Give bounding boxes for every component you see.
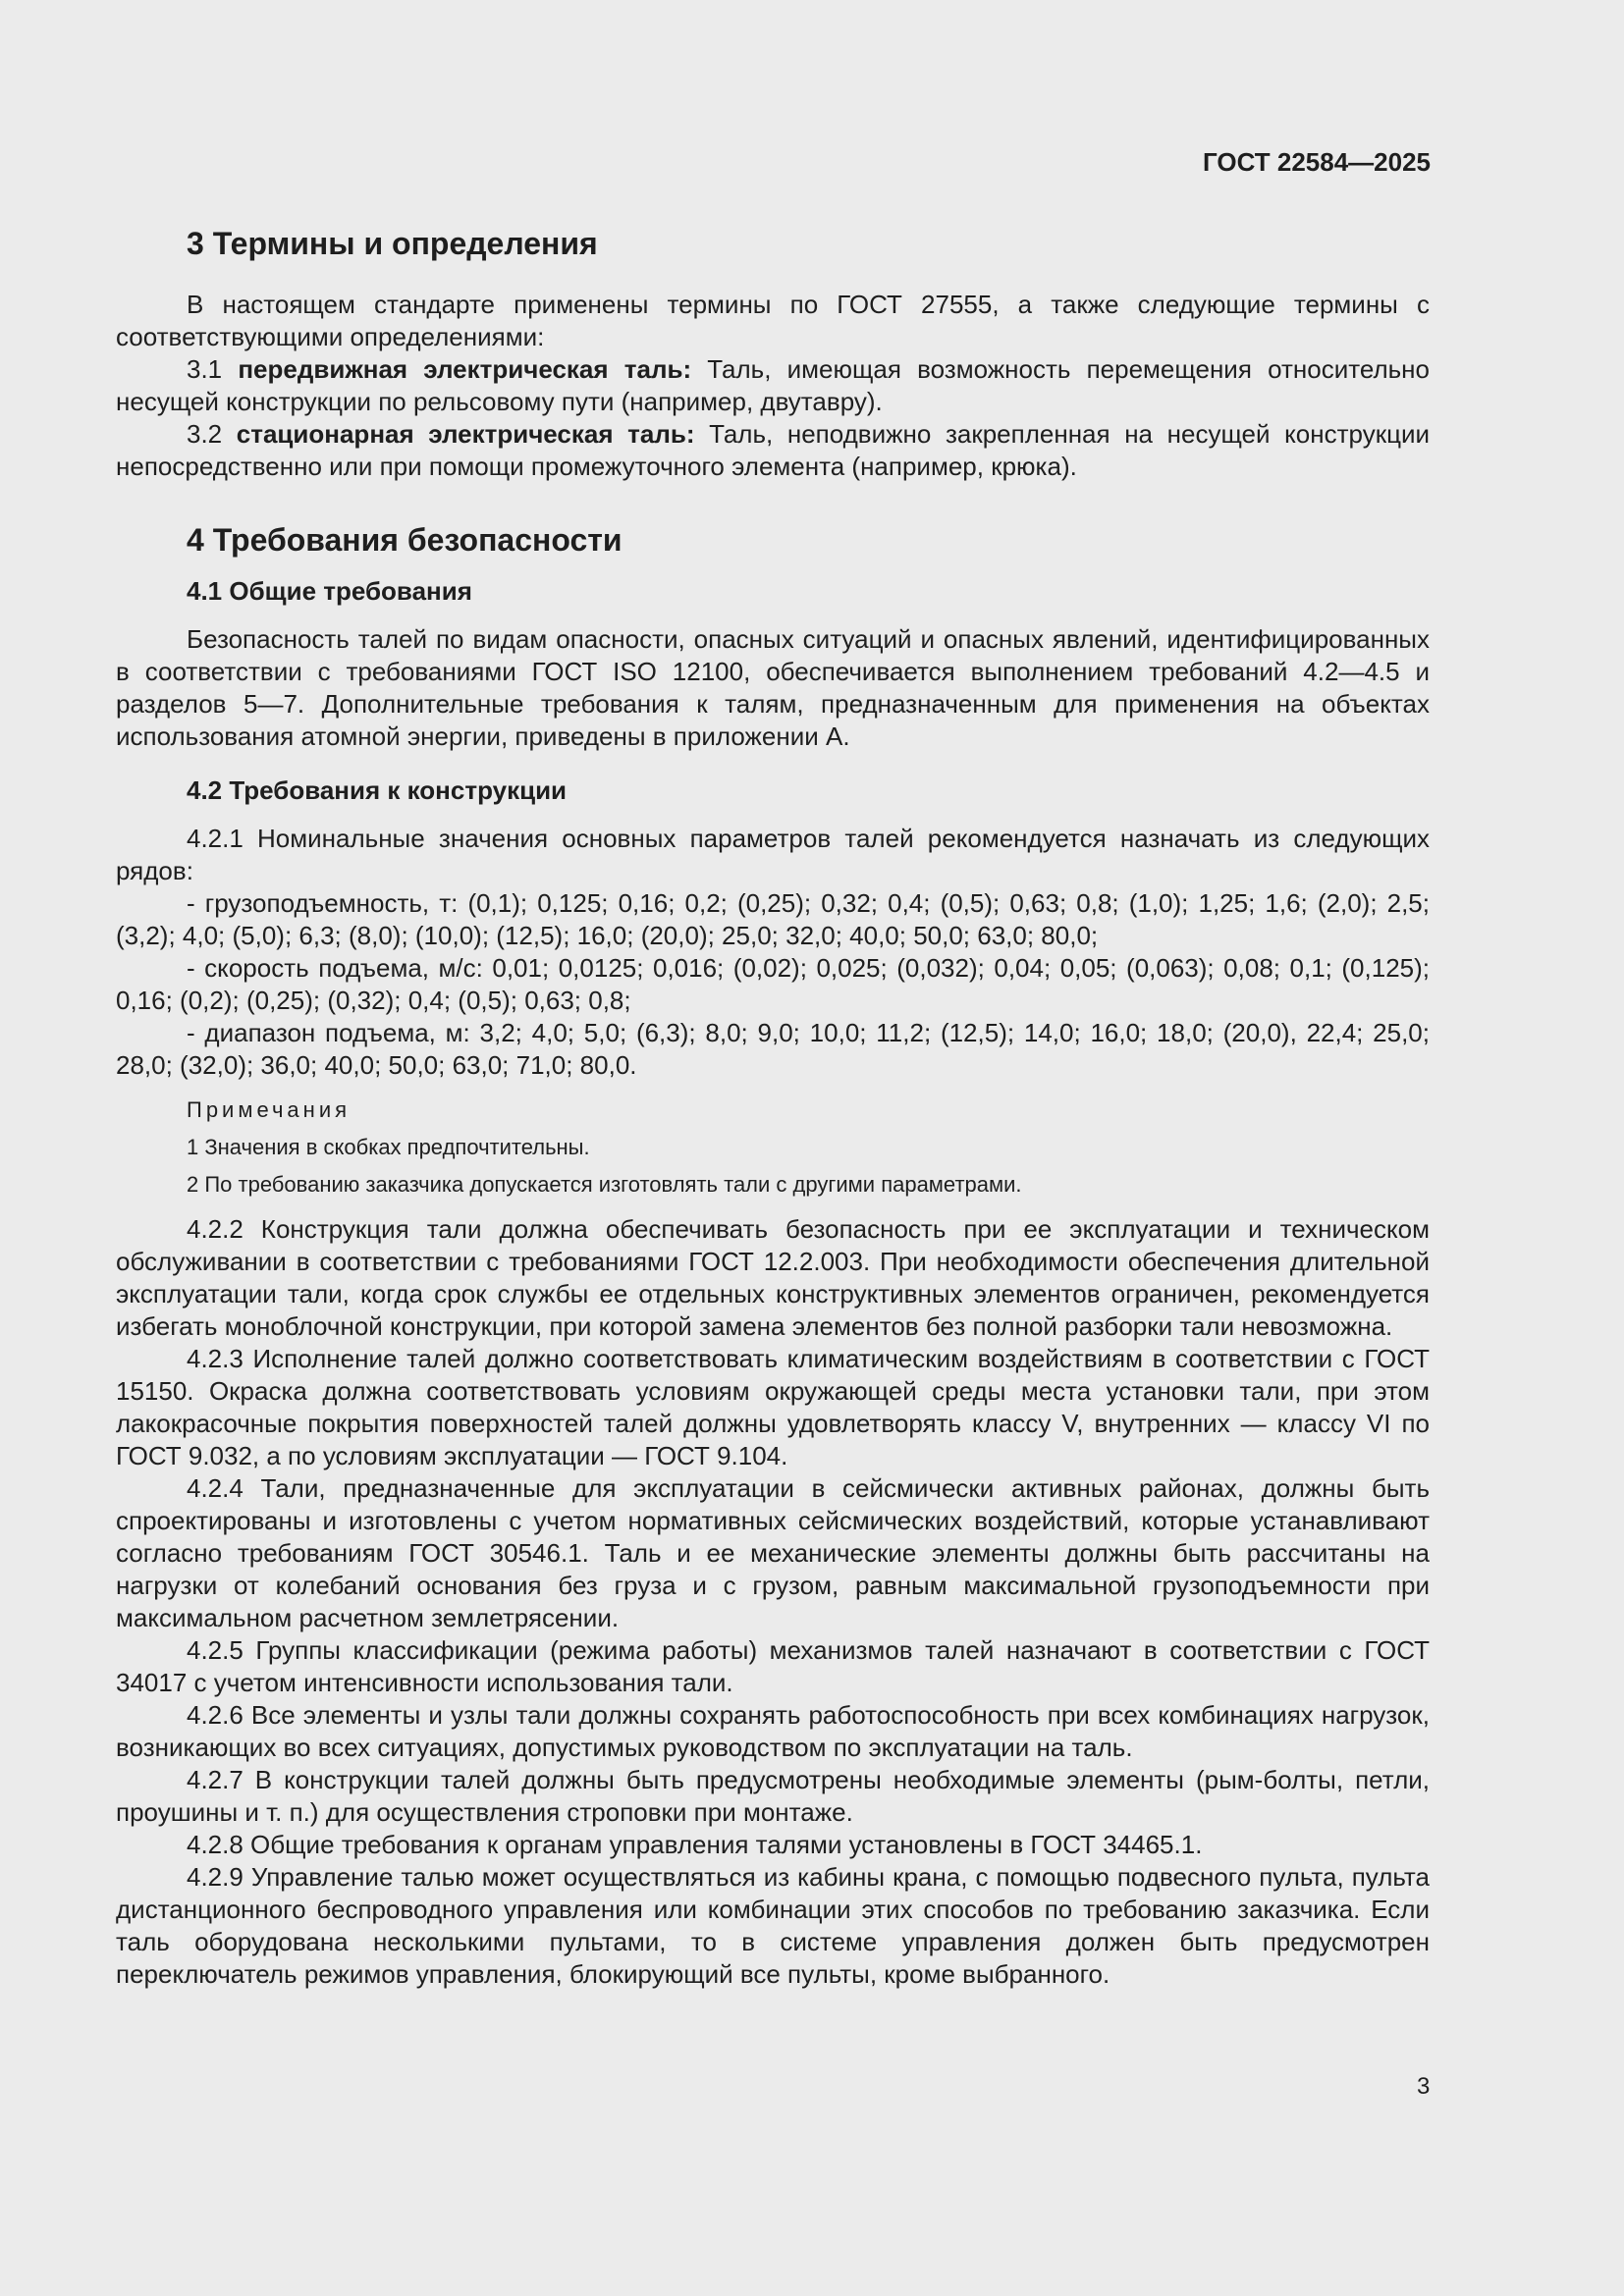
note-2: 2 По требованию заказчика допускается изготовлять тали с другими параметрами.	[187, 1172, 1022, 1197]
section-4-title: 4 Требования безопасности	[187, 522, 623, 558]
parameter-row-range: - диапазон подъема, м: 3,2; 4,0; 5,0; (6,3); 8,0; 9,0; 10,0; 11,2; (12,5); 14,0; 16,0; 18,0; (20,0), 22,4; 25,0; 28,0; (32,0); 36,0; 40,0; 50,0; 63,0; 71,0; 80,0.	[116, 1018, 1430, 1080]
subsection-4-1-title: 4.1 Общие требования	[187, 576, 472, 606]
term-3-1	[116, 353, 1430, 418]
section-3-intro: В настоящем стандарте применены термины по ГОСТ 27555, а также следующие термины с соответствующими определениями:	[116, 290, 1430, 351]
term-definition: Таль, имеющая возможность перемещения относительно несущей конструкции по рельсовому пути (например, двутавру).	[116, 354, 1430, 416]
clause-4-2-1: 4.2.1 Номинальные значения основных параметров талей рекомендуется назначать из следующих рядов:	[116, 824, 1430, 885]
clause-4-2-6: 4.2.6 Все элементы и узлы тали должны сохранять работоспособность при всех комбинациях нагрузок, возникающих во всех ситуациях, допустимых руководством по эксплуатации на таль.	[116, 1700, 1430, 1762]
subsection-4-2-title: 4.2 Требования к конструкции	[187, 775, 568, 805]
term-3-2	[116, 418, 1430, 483]
term-name: передвижная электрическая таль:	[238, 354, 692, 384]
page-number: 3	[1417, 2073, 1431, 2100]
clause-4-2-9: 4.2.9 Управление талью может осуществляться из кабины крана, с помощью подвесного пульта, пульта дистанционного беспроводного управления или комбинации этих способов по требованию заказчика. Если таль оборудована несколькими пультами, то в системе управления должен быть предусмотрен переключатель режимов управления, блокирующий все пульты, кроме выбранного.	[116, 1862, 1430, 1989]
term-number: 3.2	[187, 419, 237, 449]
document-code: ГОСТ 22584—2025	[1203, 147, 1431, 177]
parameter-row-capacity: - грузоподъемность, т: (0,1); 0,125; 0,16; 0,2; (0,25); 0,32; 0,4; (0,5); 0,63; 0,8; (1,0); 1,25; 1,6; (2,0); 2,5; (3,2); 4,0; (5,0); 6,3; (8,0); (10,0); (12,5); 16,0; (20,0); 25,0; 32,0; 40,0; 50,0; 63,0; 80,0;	[116, 888, 1430, 950]
parameter-row-speed: - скорость подъема, м/с: 0,01; 0,0125; 0,016; (0,02); 0,025; (0,032); 0,04; 0,05; (0,063); 0,08; 0,1; (0,125); 0,16; (0,2); (0,25); (0,32); 0,4; (0,5); 0,63; 0,8;	[116, 953, 1430, 1015]
term-number: 3.1	[187, 354, 239, 384]
note-1: 1 Значения в скобках предпочтительны.	[187, 1135, 590, 1159]
subsection-4-1-text: Безопасность талей по видам опасности, опасных ситуаций и опасных явлений, идентифицированных в соответствии с требованиями ГОСТ ISO 12100, обеспечивается выполнением требований 4.2—4.5 и разделов 5—7. Дополнительные требования к талям, предназначенным для применения на объектах использования атомной энергии, приведены в приложении А.	[116, 624, 1430, 751]
clause-4-2-3: 4.2.3 Исполнение талей должно соответствовать климатическим воздействиям в соответствии с ГОСТ 15150. Окраска должна соответствовать условиям окружающей среды места установки тали, при этом лакокрасочные покрытия поверхностей талей должны удовлетворять классу V, внутренних — классу VI по ГОСТ 9.032, а по условиям эксплуатации — ГОСТ 9.104.	[116, 1344, 1430, 1470]
term-name: стационарная электрическая таль:	[236, 419, 695, 449]
term-definition: Таль, неподвижно закрепленная на несущей конструкции непосредственно или при помощи промежуточного элемента (например, крюка).	[116, 419, 1431, 481]
clause-4-2-5: 4.2.5 Группы классификации (режима работы) механизмов талей назначают в соответствии с ГОСТ 34017 с учетом интенсивности использования тали.	[116, 1635, 1430, 1697]
clause-4-2-4: 4.2.4 Тали, предназначенные для эксплуатации в сейсмически активных районах, должны быть спроектированы и изготовлены с учетом нормативных сейсмических воздействий, которые устанавливают согласно требованиям ГОСТ 30546.1. Таль и ее механические элементы должны быть рассчитаны на нагрузки от колебаний основания без груза и с грузом, равным максимальной грузоподъемности при максимальном расчетном землетрясении.	[116, 1473, 1430, 1632]
clause-4-2-7: 4.2.7 В конструкции талей должны быть предусмотрены необходимые элементы (рым-болты, петли, проушины и т. п.) для осуществления строповки при монтаже.	[116, 1765, 1430, 1827]
document-body	[116, 224, 1430, 1991]
notes-title: Примечания	[187, 1097, 352, 1122]
clause-4-2-2: 4.2.2 Конструкция тали должна обеспечивать безопасность при ее эксплуатации и техническом обслуживании в соответствии с требованиями ГОСТ 12.2.003. При необходимости обеспечения длительной эксплуатации тали, когда срок службы ее отдельных конструктивных элементов ограничен, рекомендуется избегать моноблочной конструкции, при которой замена элементов без полной разборки тали невозможна.	[116, 1214, 1430, 1341]
clause-4-2-8: 4.2.8 Общие требования к органам управления талями установлены в ГОСТ 34465.1.	[187, 1830, 1203, 1859]
section-3-title: 3 Термины и определения	[187, 226, 598, 261]
